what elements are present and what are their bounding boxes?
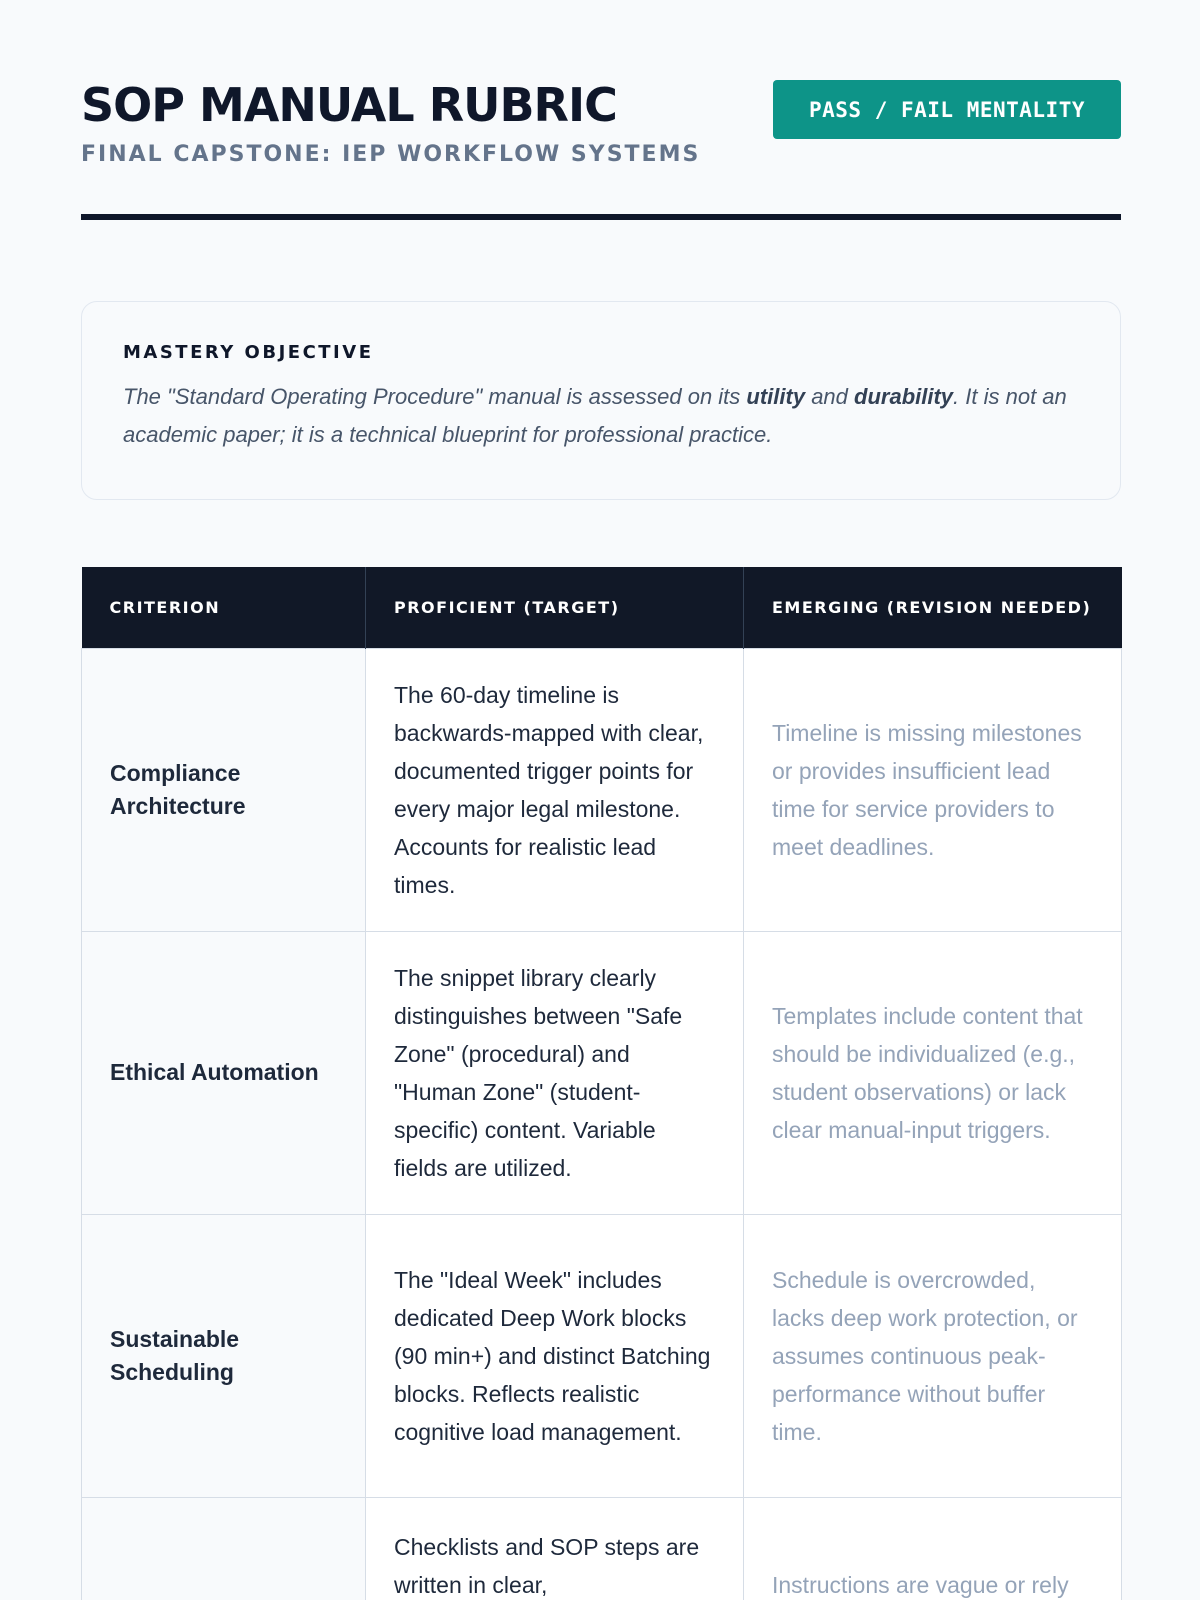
- objective-text-end: . It is not an academic paper; it is a technical blueprint for professional practice.: [123, 383, 1067, 447]
- objective-text: [123, 378, 1080, 454]
- table-row: [82, 1497, 1122, 1600]
- objective-emphasis-durability: durability: [854, 383, 954, 409]
- proficient-cell: The 60-day timeline is backwards-mapped with clear, documented trigger points for every major legal milestone. Accounts for realistic lead times.: [366, 648, 744, 931]
- emerging-cell-text: Instructions are vague or rely: [772, 1571, 1069, 1598]
- table-row: [82, 1214, 1122, 1497]
- column-header-criterion: CRITERION: [82, 567, 366, 648]
- header: [81, 80, 1121, 220]
- pass-fail-badge: PASS / FAIL MENTALITY: [773, 80, 1121, 139]
- criterion-cell: Sustainable Scheduling: [82, 1214, 366, 1497]
- emerging-cell: Templates include content that should be individualized (e.g., student observations) or lack clear manual-input triggers.: [744, 931, 1122, 1214]
- column-header-emerging: EMERGING (REVISION NEEDED): [744, 567, 1122, 648]
- proficient-cell: The "Ideal Week" includes dedicated Deep Work blocks (90 min+) and distinct Batching blocks. Reflects realistic cognitive load management.: [366, 1214, 744, 1497]
- table-row: [82, 648, 1122, 931]
- objective-heading: MASTERY OBJECTIVE: [123, 342, 374, 363]
- mastery-objective-card: [81, 301, 1121, 500]
- objective-emphasis-utility: utility: [746, 383, 806, 409]
- table-row: [82, 931, 1122, 1214]
- proficient-cell: The snippet library clearly distinguishes between "Safe Zone" (procedural) and "Human Zone" (student-specific) content. Variable fields are utilized.: [366, 931, 744, 1214]
- proficient-cell: Checklists and SOP steps are written in clear,: [366, 1497, 744, 1600]
- page-title: SOP MANUAL RUBRIC: [81, 78, 617, 132]
- emerging-cell: [744, 1497, 1122, 1600]
- rubric-table: [81, 567, 1122, 1600]
- criterion-cell: [82, 1497, 366, 1600]
- table-header-row: [82, 567, 1122, 648]
- objective-text-mid: and: [805, 383, 855, 409]
- page-subtitle: FINAL CAPSTONE: IEP WORKFLOW SYSTEMS: [81, 142, 701, 167]
- emerging-cell: Schedule is overcrowded, lacks deep work protection, or assumes continuous peak-performance without buffer time.: [744, 1214, 1122, 1497]
- objective-text-start: The "Standard Operating Procedure" manual is assessed on its: [123, 383, 747, 409]
- criterion-cell: Compliance Architecture: [82, 648, 366, 931]
- criterion-cell: Ethical Automation: [82, 931, 366, 1214]
- column-header-proficient: PROFICIENT (TARGET): [366, 567, 744, 648]
- header-divider: [81, 214, 1121, 220]
- emerging-cell: Timeline is missing milestones or provides insufficient lead time for service providers to meet deadlines.: [744, 648, 1122, 931]
